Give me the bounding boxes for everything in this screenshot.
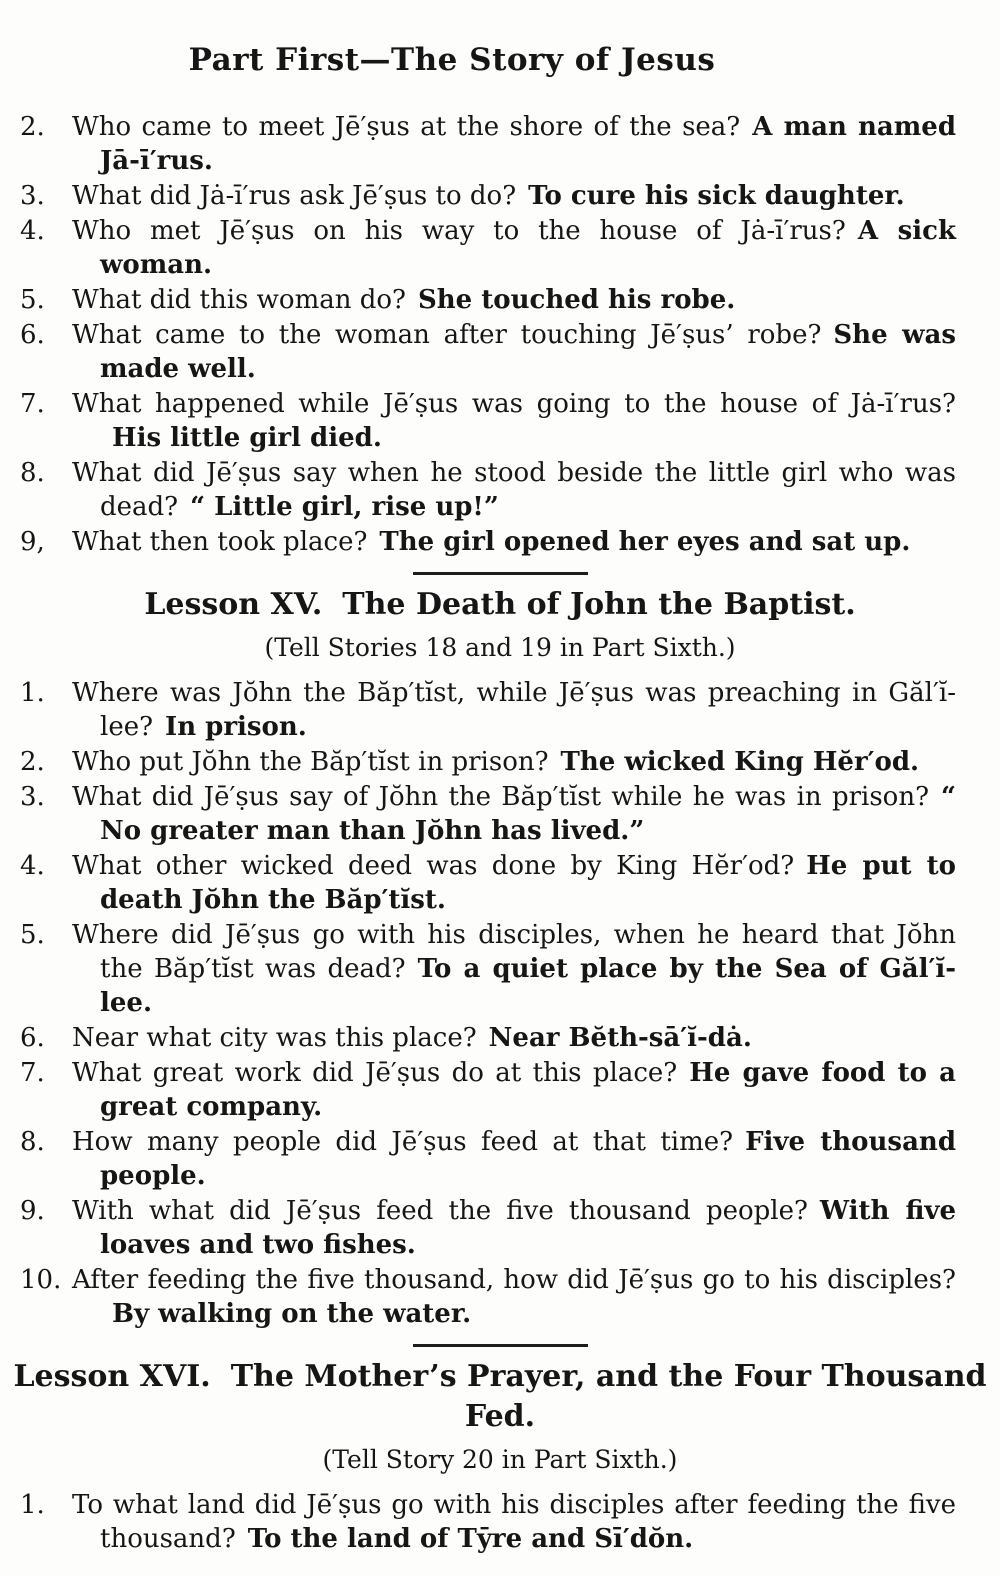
question-text: Who put Jŏhn the Băp′tĭst in prison? [72,747,549,777]
qa-item [0,1056,1000,1124]
item-number: 3. [20,782,45,812]
item-number: 2. [20,747,45,777]
item-text [72,1488,956,1556]
page-title: Part First—The Story of Jesus [188,42,716,78]
answer-text: He put to death Jŏhn the Băp′tĭst. [100,851,956,915]
answer-text: By walking on the water. [112,1299,472,1329]
question-text: What did Jē′ṣus say of Jŏhn the Băp′tĭst while he was in prison? [72,782,930,812]
item-number: 4. [20,216,45,246]
question-text: Where was Jŏhn the Băp′tĭst, while Jē′ṣus was preaching in Găl′ĭ-lee? [72,678,956,742]
qa-item [0,1194,1000,1262]
question-text: What did Jē′ṣus say when he stood beside the little girl who was dead? [72,458,956,522]
lesson-section [0,110,1000,559]
item-text [72,849,956,917]
question-text: What did this woman do? [72,285,406,315]
answer-text: She was made well. [100,320,956,384]
answer-text: “ No greater man than Jŏhn has lived.” [100,782,956,846]
item-number: 2. [20,112,45,142]
item-text [72,1125,956,1193]
section-divider [413,572,588,575]
qa-item [0,849,1000,917]
item-number: 1. [20,678,45,708]
lesson-section [0,572,1000,1331]
qa-item [0,918,1000,1020]
question-text: What other wicked deed was done by King Hĕr′od? [72,851,795,881]
answer-text: In prison. [165,712,307,742]
item-number: 8. [20,1127,45,1157]
question-text: With what did Jē′ṣus feed the five thousand people? [72,1196,808,1226]
qa-item [0,179,1000,213]
answer-text: He gave food to a great company. [100,1058,956,1122]
item-number: 7. [20,389,45,419]
item-text [72,1263,956,1331]
qa-item [0,283,1000,317]
qa-item [0,110,1000,178]
qa-item [0,214,1000,282]
item-number: 6. [20,320,45,350]
answer-text: The girl opened her eyes and sat up. [379,527,911,557]
lesson-section [0,1344,1000,1556]
item-text [72,456,956,524]
item-number: 4. [20,851,45,881]
lesson-heading [10,1357,990,1437]
qa-list [0,1488,1000,1556]
item-number: 7. [20,1058,45,1088]
item-number: 6. [20,1023,45,1053]
answer-text: To the land of Tȳre and Sī′dŏn. [247,1524,694,1554]
question-text: What then took place? [72,527,368,557]
item-number: 10. [20,1265,62,1295]
qa-list [0,676,1000,1331]
qa-item [0,1263,1000,1331]
lesson-number-label: Lesson XV. [144,587,323,622]
answer-text: “ Little girl, rise up!” [190,492,499,522]
answer-text: Five thousand people. [100,1127,956,1191]
qa-item [0,525,1000,559]
answer-text: She touched his robe. [417,285,736,315]
question-text: What happened while Jē′ṣus was going to the house of Jȧ-ī′rus? [72,389,956,419]
lesson-heading [10,585,990,625]
qa-item [0,745,1000,779]
question-text: What great work did Jē′ṣus do at this place? [72,1058,678,1088]
answer-text: To a quiet place by the Sea of Găl′ĭ-lee. [100,954,957,1018]
qa-list [0,110,1000,559]
lesson-title: The Death of John the Baptist. [342,587,856,622]
answer-text: To cure his sick daughter. [528,181,905,211]
lesson-number-label: Lesson XVI. [13,1359,211,1394]
question-text: Where did Jē′ṣus go with his disciples, when he heard that Jŏhn the Băp′tĭst was dead? [72,920,956,984]
answer-text: With five loaves and two fishes. [100,1196,956,1260]
lesson-subtitle: (Tell Stories 18 and 19 in Part Sixth.) [264,633,736,662]
question-text: Who came to meet Jē′ṣus at the shore of the sea? [72,112,741,142]
item-number: 9. [20,1196,45,1226]
qa-item [0,318,1000,386]
item-text [72,918,956,1020]
question-text: How many people did Jē′ṣus feed at that time? [72,1127,734,1157]
item-text [72,1194,956,1262]
item-number: 8. [20,458,45,488]
answer-text: Near Bĕth-sā′ĭ-dȧ. [488,1023,752,1053]
question-text: What did Jȧ-ī′rus ask Jē′ṣus to do? [72,181,517,211]
answer-text: The wicked King Hĕr′od. [560,747,920,777]
qa-item [0,676,1000,744]
qa-item [0,780,1000,848]
item-text [72,110,956,178]
item-number: 3. [20,181,45,211]
item-text [72,676,956,744]
sections-container [0,110,1000,1556]
item-text [72,214,956,282]
item-text [72,745,956,779]
item-text [72,179,956,213]
qa-item [0,387,1000,455]
item-text [72,1056,956,1124]
question-text: Near what city was this place? [72,1023,477,1053]
question-text: What came to the woman after touching Jē′ṣus’ robe? [72,320,822,350]
question-text: To what land did Jē′ṣus go with his disciples after feeding the five thousand? [72,1490,956,1554]
qa-item [0,1021,1000,1055]
qa-item [0,456,1000,524]
item-number: 5. [20,920,45,950]
answer-text: A sick woman. [100,216,956,280]
item-text [72,1021,956,1055]
question-text: After feeding the five thousand, how did Jē′ṣus go to his disciples? [72,1265,956,1295]
item-number: 5. [20,285,45,315]
qa-item [0,1125,1000,1193]
section-divider [413,1344,588,1347]
item-text [72,780,956,848]
item-number: 9, [20,527,45,557]
item-text [72,525,956,559]
item-text [72,283,956,317]
qa-item [0,1488,1000,1556]
answer-text: His little girl died. [112,423,382,453]
lesson-title: The Mother’s Prayer, and the Four Thousand Fed. [230,1359,987,1434]
lesson-subtitle: (Tell Story 20 in Part Sixth.) [322,1445,678,1474]
item-number: 1. [20,1490,45,1520]
item-text [72,387,956,455]
item-text [72,318,956,386]
answer-text: A man named Jā-ī′rus. [100,112,956,176]
question-text: Who met Jē′ṣus on his way to the house of Jȧ-ī′rus? [72,216,846,246]
